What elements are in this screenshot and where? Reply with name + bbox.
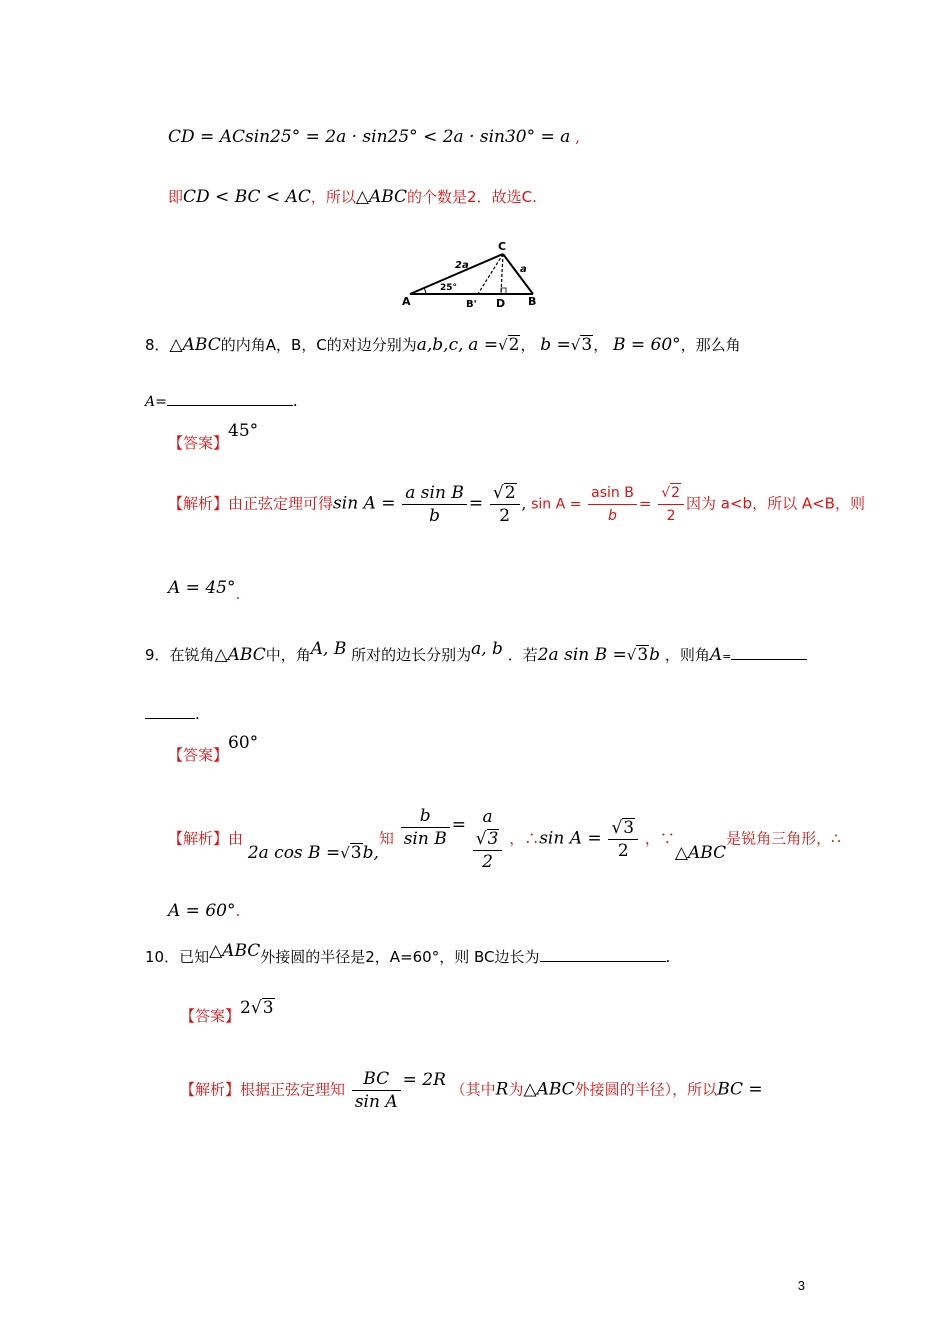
q8-sinA: sin A =: [333, 493, 396, 514]
q8-eq2: =: [638, 494, 652, 513]
q8-frac1: [402, 482, 467, 527]
q8-frac4-den: 2: [666, 508, 676, 524]
text-ji: 即: [168, 188, 184, 206]
q8-frac2-den: 2: [499, 506, 511, 526]
q8-answer-label: 【答案】: [168, 434, 229, 452]
label-b: B: [528, 295, 537, 308]
q9-frac2-sqrt: 3: [487, 829, 499, 849]
q9-frac1-num: b: [401, 805, 450, 828]
q9-sol-sqrt: 3: [350, 842, 362, 863]
q10-R: R: [495, 1079, 509, 1100]
q8-frac3: [588, 482, 637, 527]
label-2a: 2a: [455, 260, 469, 271]
page-number: 3: [797, 1278, 805, 1293]
q10-solution: [180, 1068, 763, 1113]
q9-solution: 【解析】由 2a cos B =√3b,知 $\frac{b}{\text{sin B}}$ = a √3 2 ，∴sin A = $\frac{√3}{2}$ ，∵△ABC是锐角三角形，∴: [168, 806, 841, 872]
q9-ab: a, b: [471, 639, 503, 659]
q9-therefore1: ，∴: [509, 829, 540, 848]
q8-frac1-num: a sin B: [402, 482, 467, 505]
q8-result-dot: .: [235, 585, 241, 603]
q10-answer: [180, 998, 275, 1027]
q9-frac2: a √3 2: [473, 806, 503, 873]
q10-eq: = 2R: [402, 1069, 446, 1090]
q9-cond-sqrt: 3: [637, 645, 649, 665]
q9-number: 9．在锐角: [145, 646, 215, 664]
q8-sqrt3: 3: [581, 335, 593, 355]
q8-abc: a,b,c,: [416, 335, 464, 355]
q10-triangle2: △ABC: [523, 1079, 575, 1100]
q10-frac-num: BC: [352, 1068, 401, 1091]
comma-mark: ,: [575, 128, 580, 146]
q8-frac4-num: 2: [671, 485, 681, 501]
triangle-figure: [400, 238, 550, 310]
q8-comma: ,: [521, 494, 527, 513]
q8-frac1-den: b: [429, 506, 440, 526]
q9-frac2-den: 2: [482, 852, 493, 872]
conclusion-line: [168, 186, 537, 208]
q10-triangle: △ABC: [209, 941, 261, 961]
q8-frac2-num: 2: [504, 483, 516, 503]
q8-sol-text2: 因为 a<b，所以 A<B，则: [686, 494, 865, 513]
q9-frac1: [401, 805, 450, 850]
q9-triangle: △ABC: [214, 645, 266, 665]
q9-text2: 所对的边长分别为: [351, 646, 472, 664]
label-a: A: [402, 295, 411, 308]
q8-sol-text1: 由正弦定理可得: [228, 494, 334, 513]
q8-frac4: $\frac{√2}{2}$: [658, 482, 684, 527]
q8-answer: [168, 421, 259, 454]
q9-text1: 中，角: [265, 646, 311, 664]
cd-bc-ac: CD < BC < AC: [183, 187, 311, 207]
q10-sol-text1: 根据正弦定理知: [240, 1080, 346, 1099]
q9-AB: A, B: [310, 639, 347, 659]
q9-frac1-den: sin B: [403, 829, 447, 849]
q10-sol-text2: （其中: [450, 1080, 496, 1099]
q10-dot: .: [665, 948, 671, 966]
label-c: C: [498, 240, 507, 253]
q9-text4: ，则角: [664, 646, 710, 664]
question-10: [145, 941, 671, 968]
q8-sep1: ，: [520, 336, 536, 354]
q8-sep2: ，: [593, 336, 609, 354]
q8-sqrt2: 2: [508, 335, 520, 355]
label-bprime: B': [466, 299, 477, 310]
text-suoyi: ，所以: [310, 188, 356, 206]
q9-solution-label: 【解析】: [168, 829, 229, 848]
q9-result-dot: .: [235, 902, 241, 920]
q10-bc: BC =: [717, 1079, 763, 1100]
q9-sol-you: 由: [228, 829, 244, 848]
q9-text3: ．若: [507, 646, 538, 664]
q8-result: [168, 577, 241, 603]
question-9: 9．在锐角△ABC中，角A, B 所对的边长分别为a, b ．若2a sin B =√3b ，则角A=: [145, 644, 807, 668]
q10-answer-label: 【答案】: [180, 1007, 241, 1025]
q8-text2: ，那么角: [680, 336, 741, 354]
q9-dot: .: [195, 705, 200, 723]
q9-eq: =: [451, 814, 466, 835]
label-d: D: [496, 297, 506, 310]
q10-frac: [352, 1068, 401, 1113]
q9-sol-cond: 2a cos B =: [247, 842, 341, 863]
q10-sol-text4: 外接圆的半径），所以: [574, 1080, 718, 1099]
q9-because: ，∵: [644, 829, 675, 848]
q9-cond2: b: [649, 645, 661, 665]
q8-frac2: $\frac{√2}{2}$: [490, 482, 520, 527]
q10-blank[interactable]: [540, 947, 666, 962]
text-count: 的个数是2．故选C.: [407, 188, 537, 206]
q9-blank-line: [145, 703, 200, 725]
q8-answer-value: 45°: [228, 421, 259, 441]
q8-number: 8．: [145, 336, 170, 354]
q10-sol-text3: 为: [508, 1080, 524, 1099]
q8-result-value: A = 45°: [168, 578, 236, 598]
q9-sinA: sin A =: [539, 828, 602, 849]
q9-blank2[interactable]: [145, 704, 195, 719]
q8-solution: [168, 482, 865, 527]
q8-b-eq: b =: [540, 335, 571, 355]
q9-triangle2: △ABC: [674, 842, 727, 863]
q10-answer-coef: 2: [240, 998, 251, 1018]
q9-frac3-num: 3: [623, 818, 635, 838]
q9-answer-label: 【答案】: [168, 746, 229, 764]
cd-inequality: CD = ACsin25° = 2a · sin25° < 2a · sin30° = a: [168, 127, 571, 147]
q8-a-eq: a =: [468, 335, 499, 355]
q8-frac3-num: asin B: [588, 482, 637, 505]
q10-solution-label: 【解析】: [180, 1080, 241, 1099]
q8-red-sinA: sin A =: [531, 496, 582, 513]
q8-A-label: A=: [145, 394, 167, 410]
q9-result-value: A = 60°: [168, 901, 236, 921]
q9-answer-value: 60°: [228, 733, 259, 753]
q9-A: A: [709, 645, 723, 665]
q10-answer-sqrt: 3: [262, 998, 274, 1018]
q8-solution-label: 【解析】: [168, 494, 229, 513]
label-angle: 25°: [440, 283, 458, 293]
q8-eq: =: [468, 493, 484, 514]
triangle-abc: △ABC: [355, 187, 408, 207]
q9-blank1[interactable]: [731, 645, 807, 660]
q8-dot: .: [292, 392, 298, 410]
q10-text1: 外接圆的半径是2，A=60°，则 BC边长为: [260, 948, 540, 966]
label-side-a: a: [520, 264, 527, 275]
q8-blank[interactable]: [167, 391, 293, 406]
q9-result: [168, 900, 240, 922]
q10-answer-value: 2√3: [240, 998, 274, 1018]
q8-triangle: △ABC: [169, 335, 221, 355]
q8-text1: 的内角A，B，C的对边分别为: [220, 336, 417, 354]
q9-frac3: $\frac{√3}{2}$: [608, 817, 638, 862]
equation-cd: [168, 126, 580, 148]
question-8: 8．△ABC的内角A，B，C的对边分别为a,b,c, a =√2， b =√3， B = 60°，那么角: [145, 335, 741, 355]
q10-number: 10．已知: [145, 948, 210, 966]
q9-eq-small: =: [722, 650, 732, 663]
q9-cond1: 2a sin B =: [537, 645, 627, 665]
q9-sol-cond2: b,: [362, 842, 379, 863]
q9-frac3-den: 2: [617, 841, 629, 861]
q9-answer: [168, 733, 259, 766]
q9-sol-zhi: 知: [378, 829, 394, 848]
q8-B-eq: B = 60°: [612, 335, 681, 355]
q9-text5: 是锐角三角形，∴: [726, 829, 841, 848]
q9-frac2-top: a: [482, 807, 493, 827]
q8-answer-blank-line: [145, 390, 298, 413]
q10-frac-den: sin A: [354, 1092, 398, 1112]
q8-frac3-den: b: [608, 508, 617, 524]
